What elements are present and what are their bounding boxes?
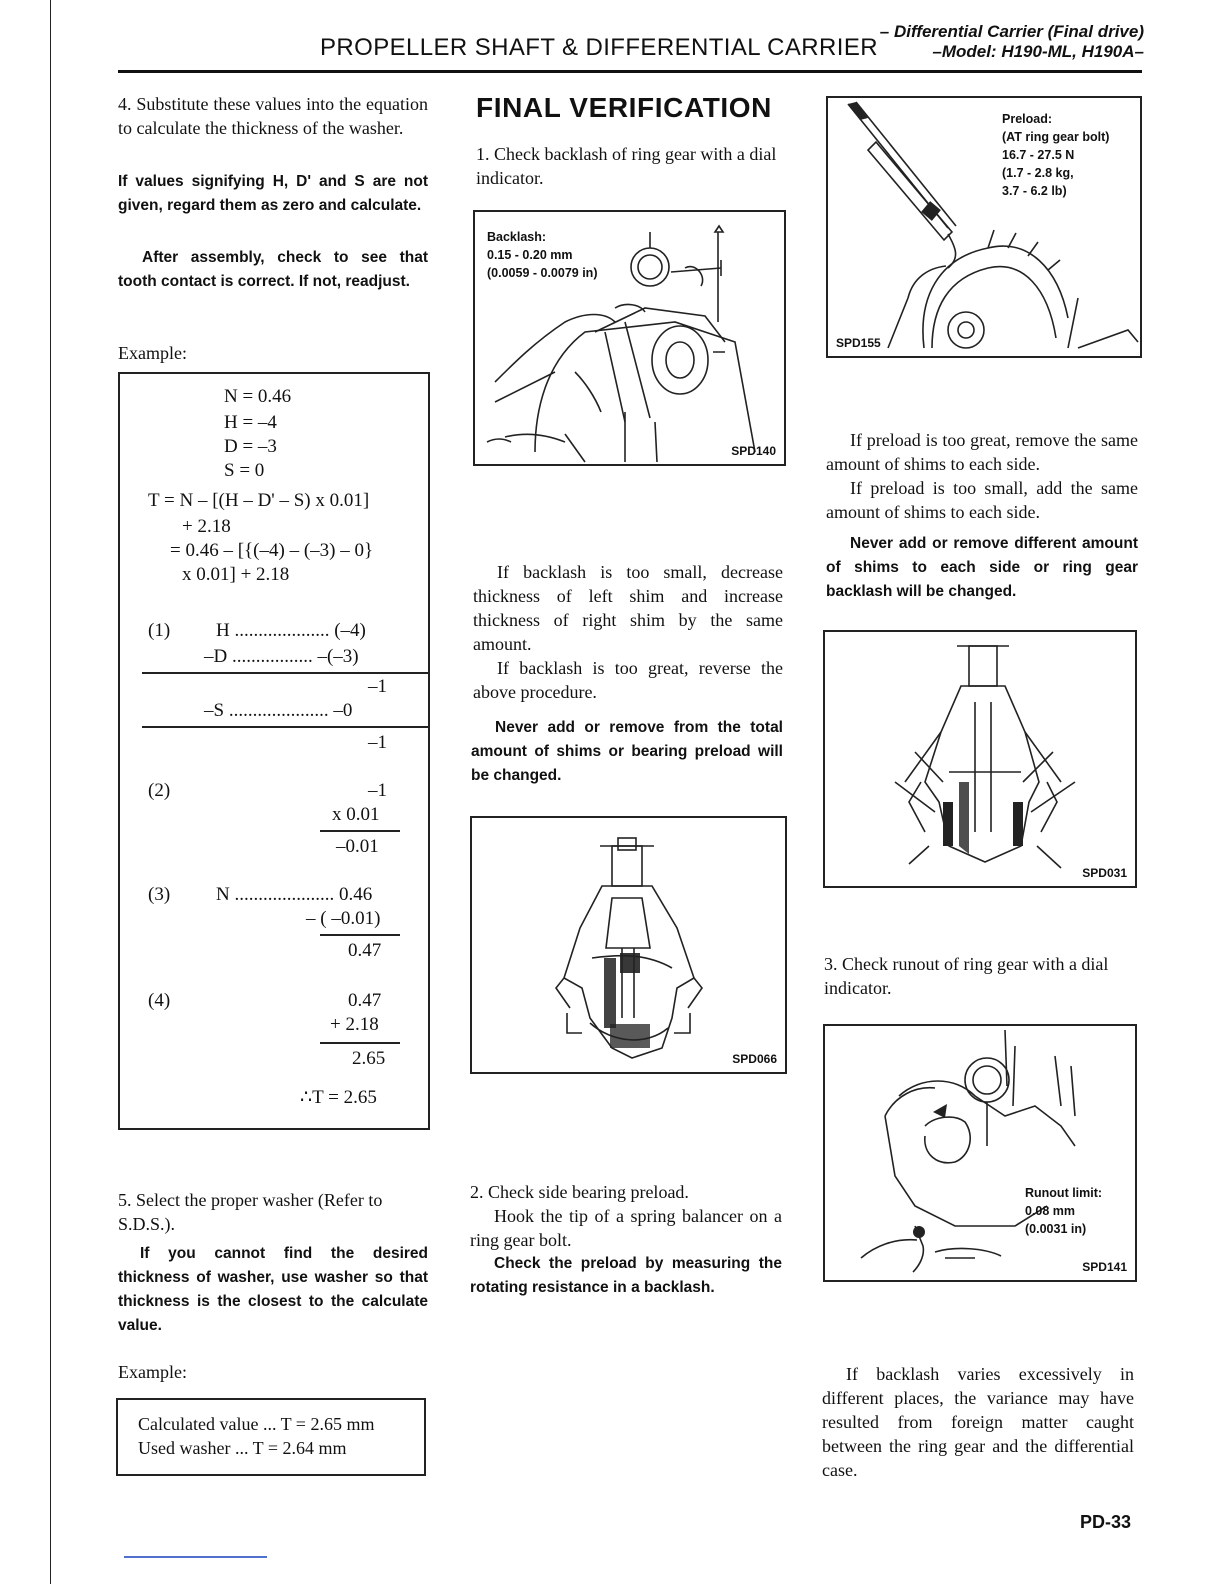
link-underline (124, 1556, 267, 1558)
preload-n: 16.7 - 27.5 N (1002, 148, 1075, 162)
para-preload-too-small: If preload is too small, add the same amount of shims to each side. (826, 478, 1138, 522)
runout-illustration (825, 1026, 1137, 1282)
step-3-result: 0.47 (348, 940, 382, 961)
step-1-d: –D ................. –(–3) (204, 646, 359, 667)
note-after-assembly: After assembly, check to see that tooth contact is correct. If not, readjust. (118, 249, 428, 290)
example-2-label: Example: (118, 1362, 187, 1382)
figure-shim-positions (823, 630, 1137, 888)
runout-title: Runout limit: (1025, 1186, 1103, 1200)
para-backlash-varies: If backlash varies excessively in different places, the variance may have resulted from foreign matter caught between the ring gear and the differential case. (822, 1364, 1134, 1480)
example-label: Example: (118, 343, 187, 363)
formula-line-3: = 0.46 – [{(–4) – (–3) – 0} (170, 540, 374, 561)
header-rule (118, 70, 1142, 73)
preload-at: (AT ring gear bolt) (1002, 130, 1110, 144)
given-d: D = –3 (224, 436, 277, 457)
backlash-mm: 0.15 - 0.20 mm (487, 248, 573, 262)
figure-code: SPD155 (836, 336, 881, 350)
figure-code: SPD141 (1082, 1260, 1127, 1274)
given-n: N = 0.46 (224, 386, 292, 407)
step-1-result-1: –1 (368, 676, 387, 697)
rule (320, 830, 400, 832)
calculation-box (118, 372, 430, 1130)
step-1-h: H .................... (–4) (216, 620, 366, 641)
step-2-text: 2. Check side bearing preload. (470, 1182, 689, 1202)
note-cannot-find: If you cannot find the desired thickness of washer, use washer so that thickness is the closest to the calculate value. (118, 1245, 428, 1334)
figure-backlash (473, 210, 786, 466)
shim-positions-illustration (825, 632, 1137, 888)
step-4-a: 0.47 (348, 990, 382, 1011)
backlash-title: Backlash: (487, 230, 547, 244)
step-2-hook: Hook the tip of a spring balancer on a ring gear bolt. (470, 1206, 782, 1250)
backlash-in: (0.0059 - 0.0079 in) (487, 266, 598, 280)
rule (320, 934, 400, 936)
step-4-result: 2.65 (352, 1048, 386, 1069)
step-5-text: 5. Select the proper washer (Refer to S.D.S.). (118, 1190, 383, 1234)
given-s: S = 0 (224, 460, 265, 481)
step-1-s: –S ..................... –0 (204, 700, 353, 721)
section-title: – Differential Carrier (Final drive) (879, 22, 1144, 41)
rule (320, 1042, 400, 1044)
step-4-text: 4. Substitute these values into the equation to calculate the thickness of the washer. (118, 94, 428, 138)
step-3-b: – ( –0.01) (306, 908, 381, 929)
runout-mm: 0.08 mm (1025, 1204, 1076, 1218)
figure-preload (826, 96, 1142, 358)
step-3-text: 3. Check runout of ring gear with a dial indicator. (824, 954, 1109, 998)
model-title: –Model: H190-ML, H190A– (932, 42, 1144, 61)
formula-line-1: T = N – [(H – D' – S) x 0.01] (148, 490, 370, 511)
para-backlash-too-great: If backlash is too great, reverse the above procedure. (473, 658, 783, 702)
calculated-value: Calculated value ... T = 2.65 mm (138, 1414, 375, 1434)
figure-runout (823, 1024, 1137, 1282)
para-preload-too-great: If preload is too great, remove the same amount of shims to each side. (826, 430, 1138, 474)
preload-kg: (1.7 - 2.8 kg, (1002, 166, 1074, 180)
preload-title: Preload: (1002, 112, 1053, 126)
step-2-result: –0.01 (336, 836, 379, 857)
carrier-section-illustration (472, 818, 787, 1074)
page-title: PROPELLER SHAFT & DIFFERENTIAL CARRIER (320, 34, 878, 61)
page-number: PD-33 (1080, 1512, 1132, 1532)
formula-line-4: x 0.01] + 2.18 (182, 564, 290, 585)
para-backlash-too-small: If backlash is too small, decrease thickness of left shim and increase thickness of right shim by the same amount. (473, 562, 783, 654)
washer-example-box (116, 1398, 426, 1476)
note-never-different: Never add or remove different amount of shims to each side or ring gear backlash will be changed. (826, 535, 1138, 600)
step-2-a: –1 (368, 780, 387, 801)
step-1-text: 1. Check backlash of ring gear with a dial indicator. (476, 144, 777, 188)
preload-lb: 3.7 - 6.2 lb) (1002, 184, 1067, 198)
figure-code: SPD140 (731, 444, 776, 458)
figure-code: SPD031 (1082, 866, 1127, 880)
final-verification-heading: FINAL VERIFICATION (476, 92, 772, 123)
binder-line (50, 0, 51, 1584)
rule (142, 726, 428, 728)
step-1-number: (1) (148, 620, 171, 641)
note-hds-zero: If values signifying H, D' and S are not given, regard them as zero and calculate. (118, 173, 428, 214)
given-h: H = –4 (224, 412, 277, 433)
note-never-add-total: Never add or remove from the total amount of shims or bearing preload will be changed. (471, 719, 783, 784)
step-2-b: x 0.01 (332, 804, 380, 825)
step-2-number: (2) (148, 780, 171, 801)
figure-code: SPD066 (732, 1052, 777, 1066)
step-4-number: (4) (148, 990, 171, 1011)
step-3-number: (3) (148, 884, 171, 905)
figure-carrier-section (470, 816, 787, 1074)
step-1-result-2: –1 (368, 732, 387, 753)
step-3-n: N ..................... 0.46 (216, 884, 373, 905)
rule (142, 672, 428, 674)
formula-line-2: + 2.18 (182, 516, 231, 537)
used-washer: Used washer ... T = 2.64 mm (138, 1438, 347, 1458)
step-4-b: + 2.18 (330, 1014, 379, 1035)
note-measure-preload: Check the preload by measuring the rotating resistance in a backlash. (470, 1255, 782, 1296)
runout-in: (0.0031 in) (1025, 1222, 1087, 1236)
final-result: ∴T = 2.65 (300, 1087, 377, 1108)
